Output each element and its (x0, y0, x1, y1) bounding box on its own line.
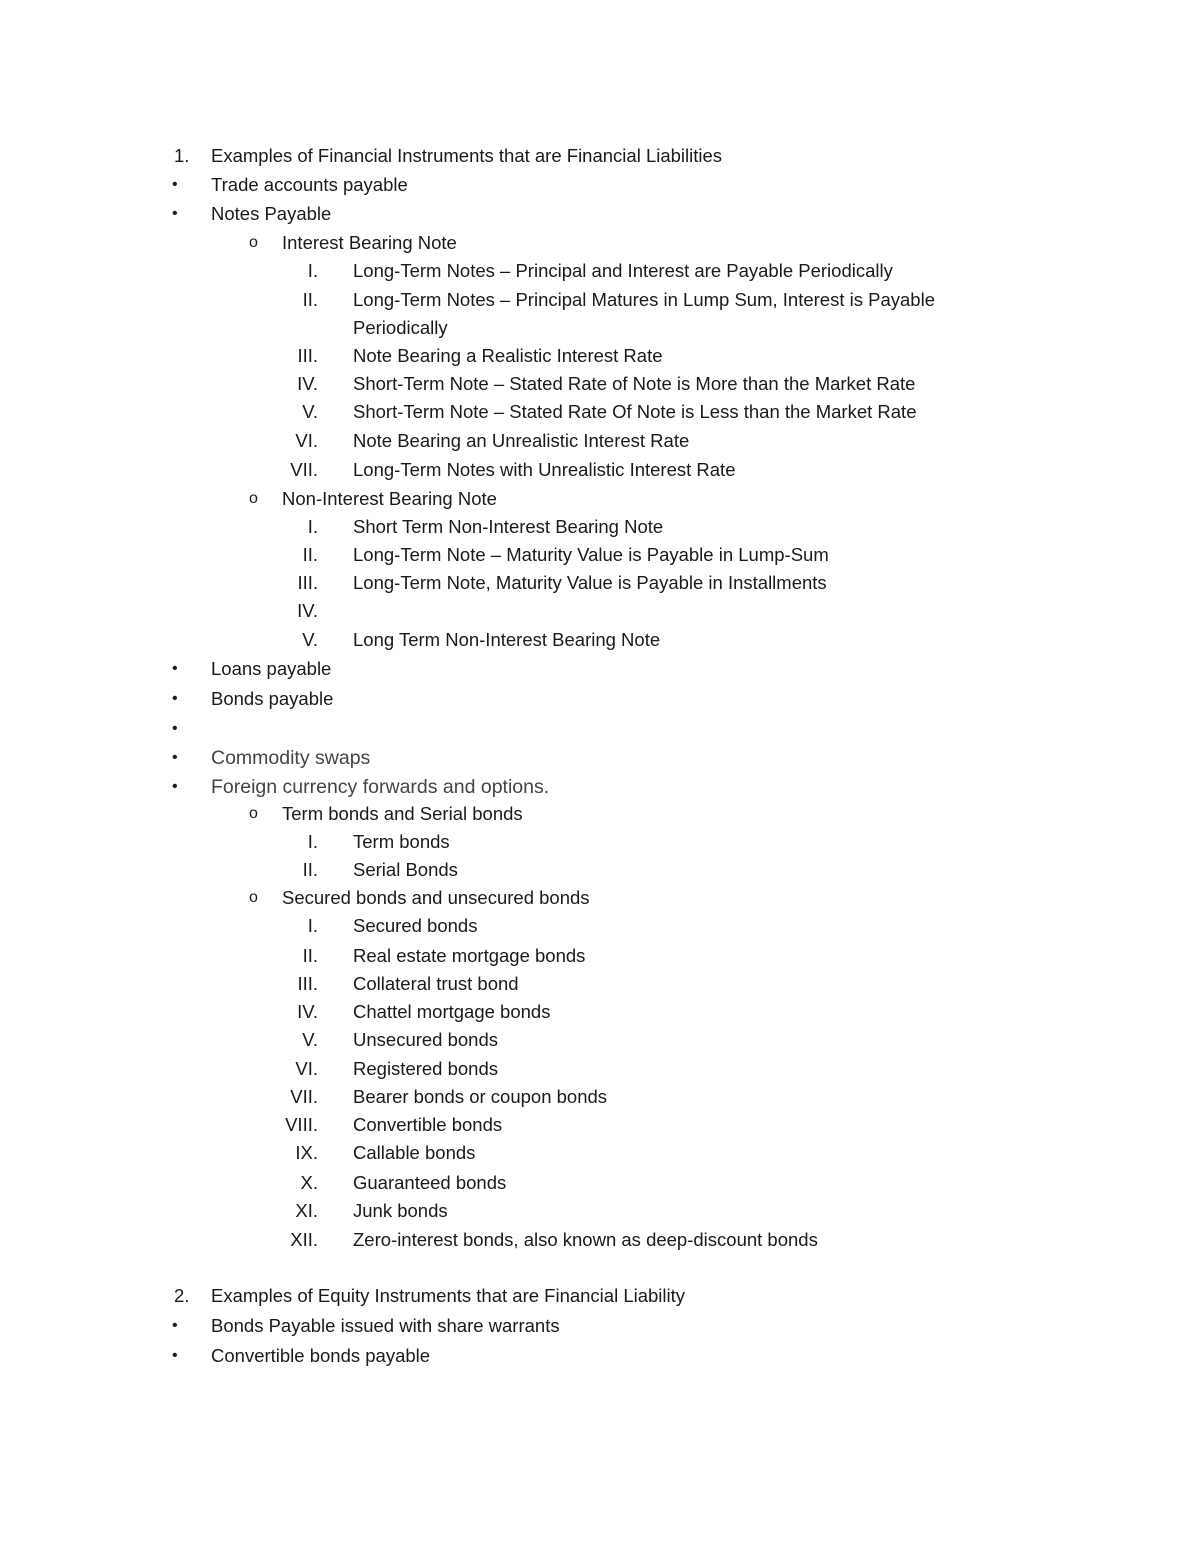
outline-line-text: Unsecured bonds (353, 1029, 499, 1050)
outline-line (0, 1342, 1200, 1370)
outline-line-text: Interest Bearing Note (282, 232, 457, 253)
outline-line-text: Loans payable (211, 658, 332, 679)
outline-line (0, 626, 1200, 654)
roman-marker: VII. (290, 459, 318, 480)
outline-line-text: Bonds payable (211, 688, 334, 709)
outline-line-text: Secured bonds (353, 915, 478, 936)
roman-marker: III. (297, 973, 318, 994)
roman-marker: XII. (290, 1229, 318, 1250)
outline-line (0, 942, 1200, 970)
outline-line-text: Examples of Equity Instruments that are Financial Liability (211, 1285, 686, 1306)
roman-marker: IV. (297, 373, 318, 394)
roman-marker: I. (307, 915, 318, 936)
outline-line-text: Short-Term Note – Stated Rate Of Note is Less than the Market Rate (353, 401, 917, 422)
outline-line (0, 655, 1200, 683)
roman-marker: IV. (297, 600, 318, 621)
roman-marker: VII. (290, 1086, 318, 1107)
roman-marker: II. (302, 289, 318, 310)
outline-line (0, 1312, 1200, 1340)
roman-marker: I. (307, 516, 318, 537)
outline-line (0, 513, 1200, 541)
roman-marker: II. (302, 859, 318, 880)
outline-line-text: Collateral trust bond (353, 973, 519, 994)
circle-bullet-marker: o (249, 490, 258, 507)
roman-marker: IV. (297, 1001, 318, 1022)
outline-line (0, 1169, 1200, 1197)
outline-line-text: Periodically (353, 317, 448, 338)
outline-line (0, 715, 1200, 743)
outline-line-text: Convertible bonds (353, 1114, 503, 1135)
outline-line (0, 1226, 1200, 1254)
outline-line (0, 456, 1200, 484)
outline-line (0, 773, 1200, 801)
roman-marker: V. (302, 401, 318, 422)
number-marker: 2. (174, 1285, 190, 1306)
outline-line-text: Registered bonds (353, 1058, 499, 1079)
outline-line (0, 200, 1200, 228)
outline-line (0, 229, 1200, 257)
roman-marker: VIII. (285, 1114, 318, 1135)
outline-line-text: Convertible bonds payable (211, 1345, 431, 1366)
bullet-marker: • (172, 176, 178, 193)
roman-marker: III. (297, 572, 318, 593)
outline-line (0, 884, 1200, 912)
outline-line (0, 828, 1200, 856)
outline-line (0, 257, 1200, 285)
number-marker: 1. (174, 145, 190, 166)
outline-line-text: Commodity swaps (211, 747, 371, 769)
outline-line (0, 398, 1200, 426)
outline-line (0, 427, 1200, 455)
roman-marker: V. (302, 629, 318, 650)
roman-marker: II. (302, 945, 318, 966)
roman-marker: X. (300, 1172, 318, 1193)
bullet-marker: • (172, 205, 178, 222)
outline-line-text: Real estate mortgage bonds (353, 945, 586, 966)
outline-line-text: Bearer bonds or coupon bonds (353, 1086, 608, 1107)
circle-bullet-marker: o (249, 805, 258, 822)
outline-line (0, 998, 1200, 1026)
outline-line-text: Long-Term Notes – Principal Matures in Lump Sum, Interest is Payable (353, 289, 935, 310)
outline-line-text: Note Bearing an Unrealistic Interest Rate (353, 430, 690, 451)
bullet-marker: • (172, 1317, 178, 1334)
outline-line-text: Zero-interest bonds, also known as deep-discount bonds (353, 1229, 818, 1250)
roman-marker: III. (297, 345, 318, 366)
outline-line (0, 342, 1200, 370)
outline-line-text: Long Term Non-Interest Bearing Note (353, 629, 661, 650)
bullet-marker: • (172, 690, 178, 707)
outline-line-text: Term bonds (353, 831, 450, 852)
roman-marker: V. (302, 1029, 318, 1050)
outline-line (0, 314, 1200, 342)
outline-line (0, 1197, 1200, 1225)
outline-line-text: Bonds Payable issued with share warrants (211, 1315, 560, 1336)
outline-line-text: Long-Term Note – Maturity Value is Payable in Lump-Sum (353, 544, 829, 565)
outline-line (0, 685, 1200, 713)
outline-line-text: Foreign currency forwards and options. (211, 776, 550, 798)
outline-line (0, 142, 1200, 170)
outline-line-text: Long-Term Note, Maturity Value is Payable in Installments (353, 572, 827, 593)
bullet-marker: • (172, 660, 178, 677)
outline-line-text: Callable bonds (353, 1142, 476, 1163)
outline-line-text: Notes Payable (211, 203, 332, 224)
outline-line (0, 1282, 1200, 1310)
outline-line-text: Examples of Financial Instruments that are Financial Liabilities (211, 145, 723, 166)
outline-line-text: Short Term Non-Interest Bearing Note (353, 516, 664, 537)
outline-line (0, 1083, 1200, 1111)
outline-line (0, 370, 1200, 398)
outline-line-text: Term bonds and Serial bonds (282, 803, 523, 824)
outline-line (0, 569, 1200, 597)
roman-marker: I. (307, 260, 318, 281)
outline-line (0, 912, 1200, 940)
outline-line (0, 286, 1200, 314)
outline-line (0, 744, 1200, 772)
outline-line (0, 541, 1200, 569)
outline-line-text: Serial Bonds (353, 859, 458, 880)
outline-line (0, 485, 1200, 513)
bullet-marker: • (172, 778, 178, 795)
outline-line (0, 800, 1200, 828)
outline-line (0, 970, 1200, 998)
bullet-marker: • (172, 1347, 178, 1364)
outline-line-text: Junk bonds (353, 1200, 448, 1221)
roman-marker: II. (302, 544, 318, 565)
outline-line (0, 171, 1200, 199)
roman-marker: VI. (295, 1058, 318, 1079)
bullet-marker: • (172, 720, 178, 737)
circle-bullet-marker: o (249, 889, 258, 906)
outline-line (0, 1111, 1200, 1139)
bullet-marker: • (172, 749, 178, 766)
roman-marker: XI. (295, 1200, 318, 1221)
outline-line (0, 597, 1200, 625)
roman-marker: I. (307, 831, 318, 852)
outline-line-text: Trade accounts payable (211, 174, 408, 195)
outline-line (0, 856, 1200, 884)
outline-line-text: Long-Term Notes – Principal and Interest are Payable Periodically (353, 260, 893, 281)
roman-marker: VI. (295, 430, 318, 451)
circle-bullet-marker: o (249, 234, 258, 251)
outline-line (0, 1139, 1200, 1167)
outline-line-text: Secured bonds and unsecured bonds (282, 887, 590, 908)
outline-line-text: Note Bearing a Realistic Interest Rate (353, 345, 663, 366)
outline-line (0, 1026, 1200, 1054)
outline-line-text: Non-Interest Bearing Note (282, 488, 497, 509)
outline-line-text: Long-Term Notes with Unrealistic Interest Rate (353, 459, 736, 480)
outline-line-text: Short-Term Note – Stated Rate of Note is More than the Market Rate (353, 373, 916, 394)
outline-line (0, 1055, 1200, 1083)
outline-line-text: Guaranteed bonds (353, 1172, 507, 1193)
outline-line-text: Chattel mortgage bonds (353, 1001, 551, 1022)
roman-marker: IX. (295, 1142, 318, 1163)
